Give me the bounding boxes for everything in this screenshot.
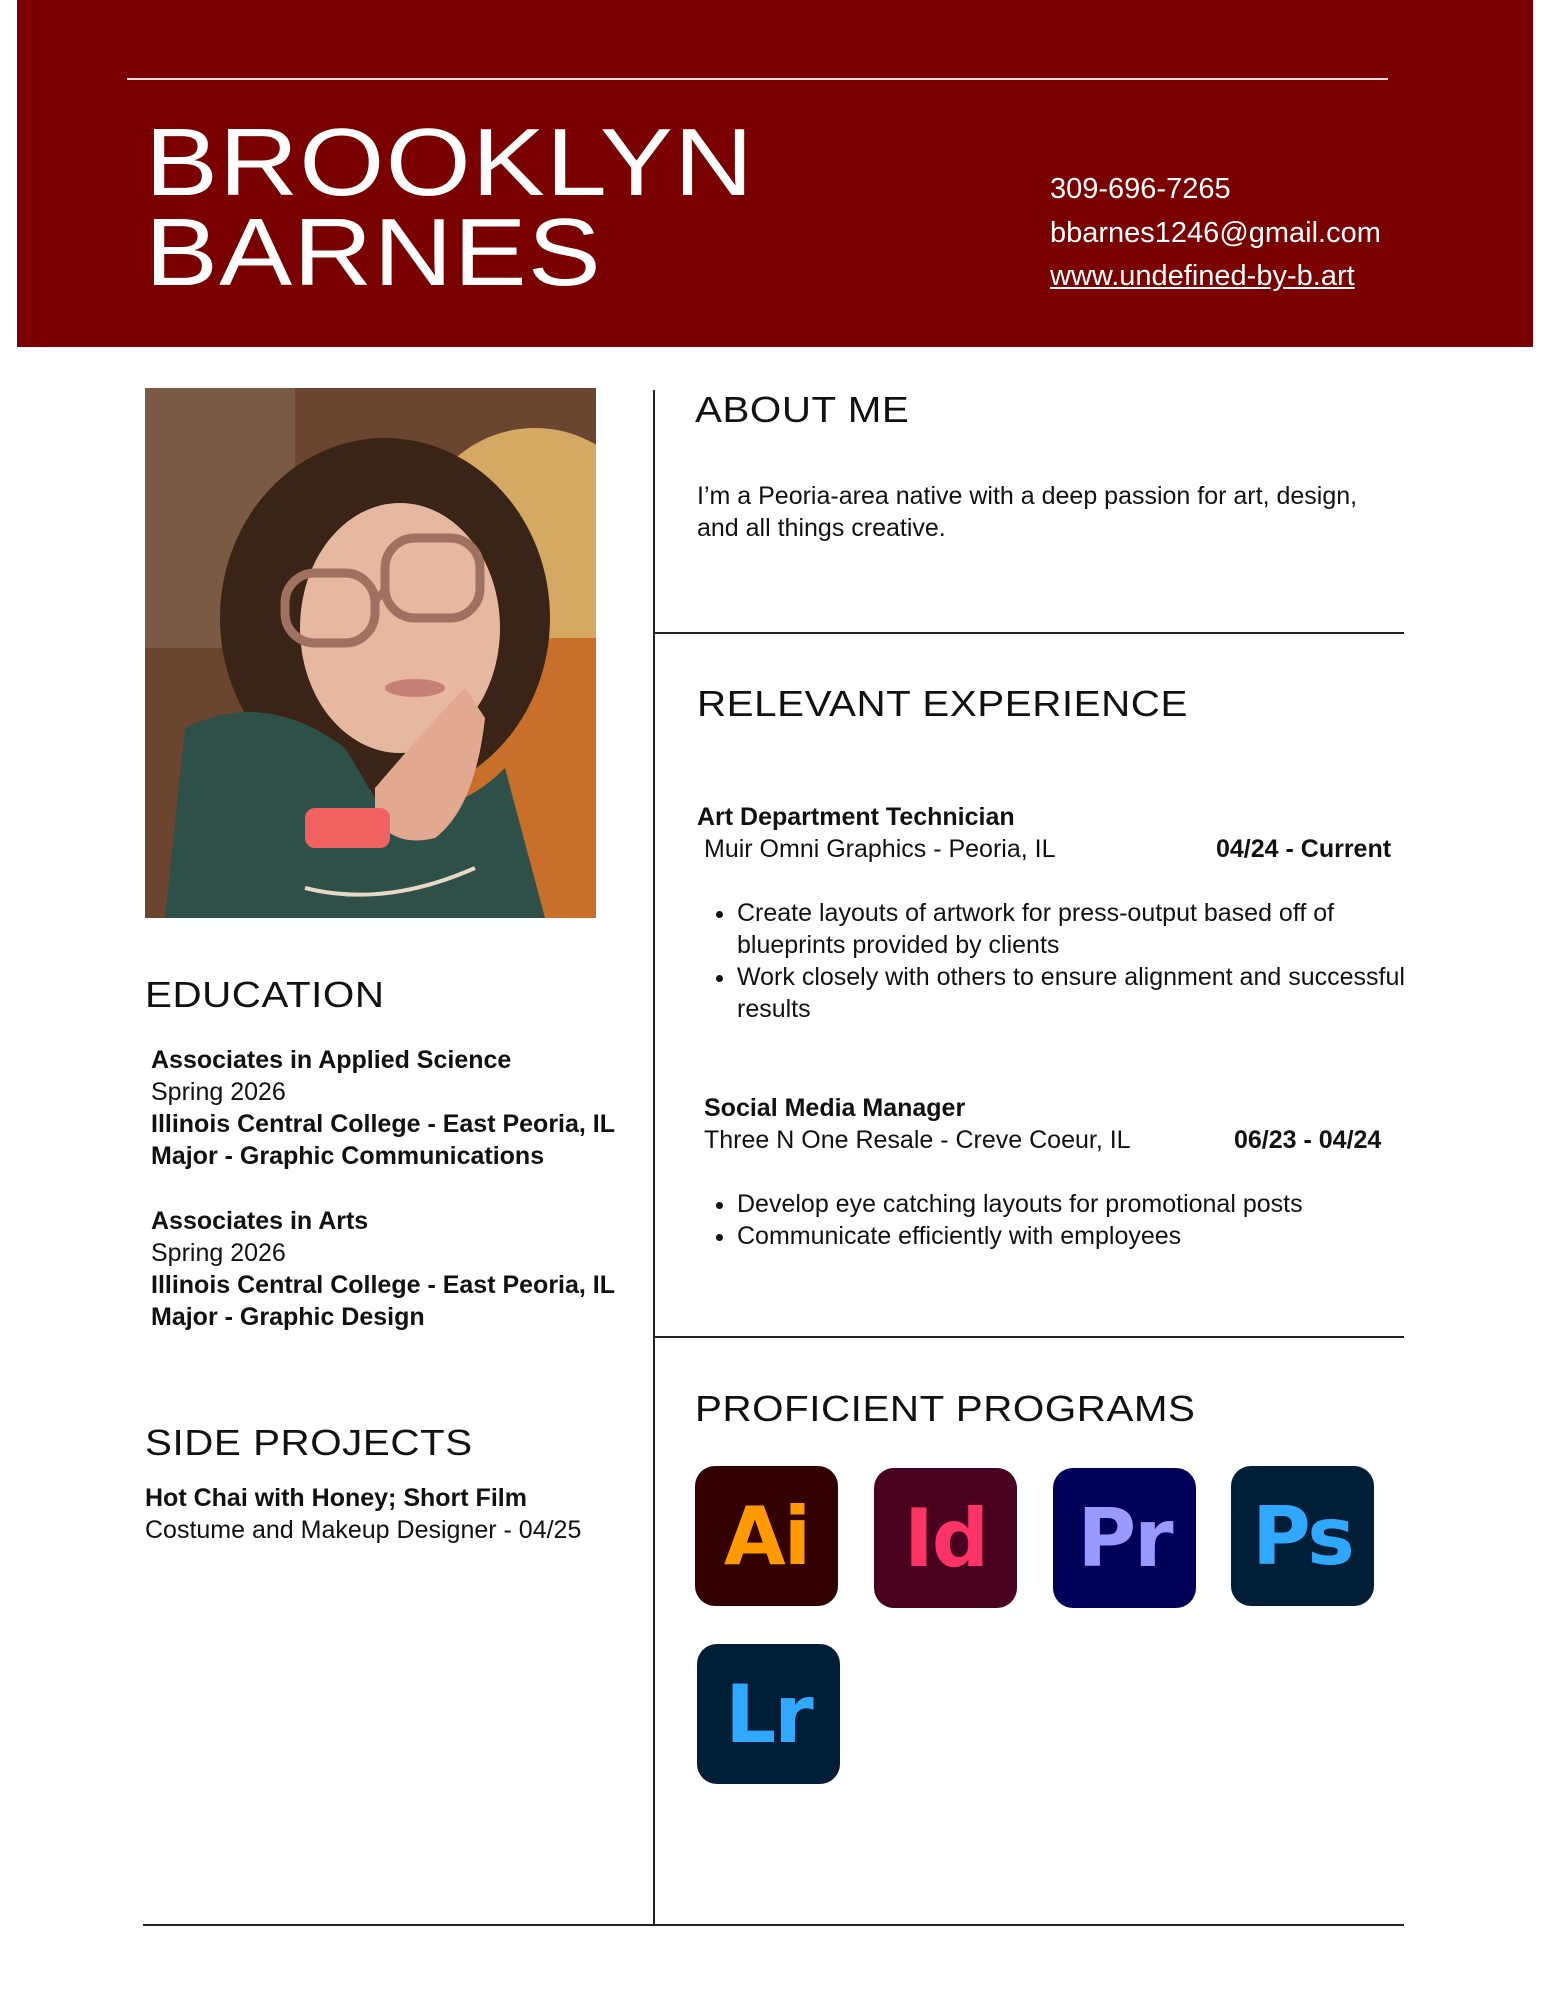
about-text: I’m a Peoria-area native with a deep passion for art, design, and all things creative.: [697, 482, 1358, 542]
bullet-item: • Communicate efficiently with employees: [737, 1220, 1437, 1252]
illustrator-icon: [695, 1466, 838, 1606]
degree-name: Associates in Applied Science: [151, 1046, 512, 1074]
profile-photo: [145, 388, 596, 918]
project-title: Hot Chai with Honey; Short Film: [145, 1484, 527, 1512]
experience-title: RELEVANT EXPERIENCE: [697, 683, 1188, 724]
job-dates: 04/24 - Current: [1216, 835, 1392, 863]
degree-school: Illinois Central College - East Peoria, IL: [151, 1110, 616, 1138]
photoshop-icon: [1231, 1466, 1374, 1606]
side-projects-title: SIDE PROJECTS: [145, 1422, 473, 1463]
about-divider: [653, 632, 1404, 634]
premiere-icon: [1053, 1468, 1196, 1608]
indesign-label: Id: [903, 1491, 988, 1585]
degree-major: Major - Graphic Design: [151, 1303, 425, 1331]
photoshop-label: Ps: [1252, 1489, 1353, 1583]
job-dates: 06/23 - 04/24: [1234, 1126, 1382, 1154]
website-link[interactable]: www.undefined-by-b.art: [1050, 260, 1355, 292]
lightroom-icon: [697, 1644, 840, 1784]
bullet-item: • Create layouts of artwork for press-output based off of blueprints provided by clients: [737, 897, 1437, 961]
degree-term: Spring 2026: [151, 1239, 286, 1267]
contact-phone: 309-696-7265: [1050, 173, 1231, 205]
project-role: Costume and Makeup Designer - 04/25: [145, 1516, 582, 1544]
column-divider: [653, 390, 655, 1925]
name-last: BARNES: [145, 199, 602, 306]
job-bullets: [697, 1188, 1437, 1252]
premiere-label: Pr: [1077, 1491, 1172, 1585]
job-company: Three N One Resale - Creve Coeur, IL: [704, 1126, 1131, 1154]
about-title: ABOUT ME: [695, 389, 910, 430]
degree-name: Associates in Arts: [151, 1207, 369, 1235]
bullet-item: • Work closely with others to ensure alignment and successful results: [737, 961, 1437, 1025]
job-company: Muir Omni Graphics - Peoria, IL: [704, 835, 1056, 863]
job-role: Social Media Manager: [704, 1094, 966, 1122]
header-divider: [127, 78, 1388, 80]
lightroom-label: Lr: [725, 1667, 812, 1761]
education-title: EDUCATION: [145, 974, 385, 1015]
bullet-item: • Develop eye catching layouts for promotional posts: [737, 1188, 1437, 1220]
bottom-divider: [143, 1924, 1404, 1926]
contact-email[interactable]: bbarnes1246@gmail.com: [1050, 217, 1381, 249]
programs-title: PROFICIENT PROGRAMS: [695, 1388, 1196, 1429]
experience-divider: [653, 1336, 1404, 1338]
indesign-icon: [874, 1468, 1017, 1608]
job-role: Art Department Technician: [697, 803, 1015, 831]
illustrator-label: Ai: [723, 1489, 810, 1583]
degree-term: Spring 2026: [151, 1078, 286, 1106]
name-first: BROOKLYN: [145, 109, 755, 216]
portrait-illustration: [145, 388, 596, 918]
job-bullets: [697, 897, 1437, 1025]
degree-school: Illinois Central College - East Peoria, IL: [151, 1271, 616, 1299]
degree-major: Major - Graphic Communications: [151, 1142, 545, 1170]
